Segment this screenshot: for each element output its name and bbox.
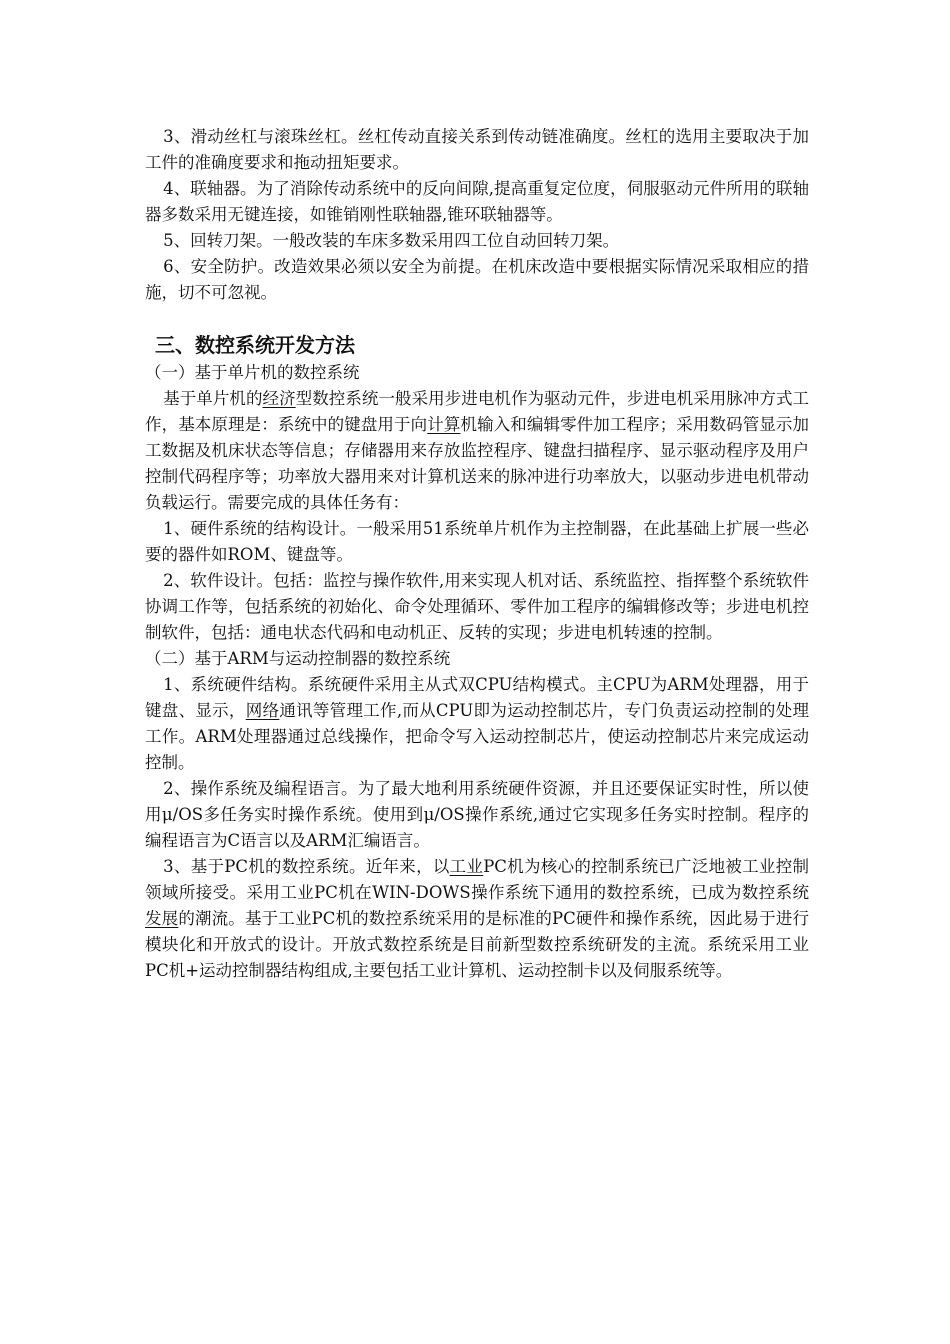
subsection-heading-2: （二）基于ARM与运动控制器的数控系统 — [145, 649, 451, 668]
text-span: 型数控系统一般采用步进电机作为驱动元件，步进电机采用脉冲方式工作，基本原理是：系统中的键盘用于向 — [145, 389, 810, 434]
paragraph-os-language: 2、操作系统及编程语言。为了最大地利用系统硬件资源，并且还要保证实时性，所以使用μ/OS多任务实时操作系统。使用到μ/OS操作系统,通过它实现多任务实时控制。程序的编程语言为C语言以及ARM汇编语言。 — [145, 779, 809, 850]
text-span: 的潮流。基于工业PC机的数控系统采用的是标准的PC硬件和操作系统，因此易于进行模块化和开放式的设计。开放式数控系统是目前新型数控系统研发的主流。系统采用工业PC机+运动控制器结构组成,主要包括工业计算机、运动控制卡以及伺服系统等。 — [145, 909, 809, 980]
text-span: 通讯等管理工作,而从CPU即为运动控制芯片，专门负责运动控制的处理工作。ARM处理器通过总线操作，把命令写入运动控制芯片，使运动控制芯片来完成运动控制。 — [145, 701, 810, 772]
paragraph-item-5: 5、回转刀架。一般改装的车床多数采用四工位自动回转刀架。 — [163, 231, 620, 250]
paragraph-arm-hardware — [145, 672, 809, 776]
paragraph-hardware-design: 1、硬件系统的结构设计。一般采用51系统单片机作为主控制器，在此基础上扩展一些必要的器件如ROM、键盘等。 — [145, 519, 809, 564]
text-span: PC机为核心的控制系统已广泛地被工业控制领域所接受。采用工业PC机在WIN-DOWS操作系统下通用的数控系统，已成为数控系统 — [145, 857, 809, 902]
text-span: 1、系统硬件结构。系统硬件采用主从式双CPU结构模式。主CPU为ARM处理器，用于键盘、显示， — [145, 675, 809, 720]
link-compute[interactable]: 计算 — [427, 415, 461, 434]
text-span: 3、基于PC机的数控系统。近年来，以 — [163, 857, 450, 876]
paragraph-item-4: 4、联轴器。为了消除传动系统中的反向间隙,提高重复定位度，伺服驱动元件所用的联轴器多数采用无键连接，如锥销刚性联轴器,锥环联轴器等。 — [145, 179, 809, 224]
paragraph-pc-system — [145, 854, 809, 984]
paragraph-item-3: 3、滑动丝杠与滚珠丝杠。丝杠传动直接关系到传动链准确度。丝杠的选用主要取决于加工件的准确度要求和拖动扭矩要求。 — [145, 127, 809, 172]
section-heading: 三、数控系统开发方法 — [155, 333, 355, 357]
link-economy[interactable]: 经济 — [262, 389, 296, 408]
text-span: 机输入和编辑零件加工程序；采用数码管显示加工数据及机床状态等信息；存储器用来存放监控程序、键盘扫描程序、显示驱动程序及用户控制代码程序等；功率放大器用来对计算机送来的脉冲进行功率放大，以驱动步进电机带动负载运行。需要完成的具体任务有： — [145, 415, 810, 512]
subsection-heading-1: （一）基于单片机的数控系统 — [145, 363, 360, 382]
link-network[interactable]: 网络 — [245, 701, 280, 720]
paragraph-software-design: 2、软件设计。包括：监控与操作软件,用来实现人机对话、系统监控、指挥整个系统软件协调工作等，包括系统的初始化、命令处理循环、零件加工程序的编辑修改等；步进电机控制软件，包括：通电状态代码和电动机正、反转的实现；步进电机转速的控制。 — [145, 571, 809, 642]
paragraph-mcu-intro — [145, 386, 809, 516]
paragraph-item-6: 6、安全防护。改造效果必须以安全为前提。在机床改造中要根据实际情况采取相应的措施，切不可忽视。 — [145, 257, 809, 302]
text-span: 基于单片机的 — [163, 389, 263, 408]
document-page — [145, 124, 809, 984]
link-industry[interactable]: 工业 — [449, 857, 484, 876]
link-development[interactable]: 发展 — [145, 909, 179, 928]
